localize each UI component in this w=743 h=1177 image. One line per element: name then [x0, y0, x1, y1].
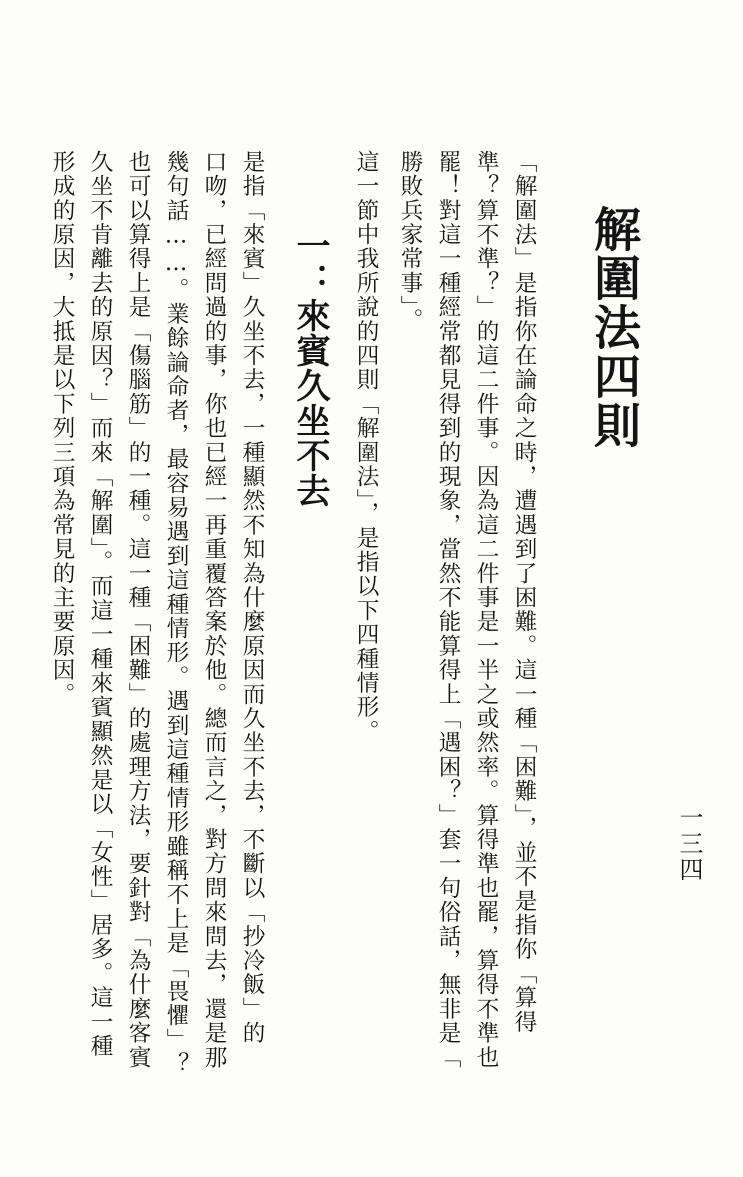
intro-line-2: 準？算不準？」的這二件事。因為這二件事是一半之或然率。算得準也罷，算得不準也 — [473, 150, 499, 1070]
section-line-4: 也可以算得上是「傷腦筋」的一種。這一種「困難」的處理方法，要針對「為什麼客賓 — [125, 150, 151, 1070]
intro-line-3: 罷！對這一種經常都見得到的現象，當然不能算得上「遇困？」套一句俗話，無非是「 — [435, 150, 461, 1070]
section-line-1: 是指「來賓」久坐不去，一種顯然不知為什麼原因而久坐不去，不斷以「抄冷飯」的 — [239, 150, 265, 1046]
section-line-2: 口吻，已經問過的事，你也已經一再重覆答案於他。總而言之，對方問來問去，還是那 — [201, 150, 227, 1070]
section-line-3: 幾句話……。業餘論命者，最容易遇到這種情形。遇到這種情形雖稱不上是「畏懼」？ — [163, 150, 189, 1077]
section-heading: 一：來賓久坐不去 — [290, 228, 330, 508]
summary-line: 這一節中我所說的四則「解圍法」，是指以下四種情形。 — [353, 150, 379, 744]
page-title: 解圍法四則 — [586, 205, 641, 450]
section-line-5: 久坐不肯離去的原因？」而來「解圍」。而這一種來賓顯然是以「女性」居多。這一種 — [87, 150, 113, 1059]
page-number: 一三四 — [675, 805, 703, 883]
intro-line-1: 「解圍法」是指你在論命之時，遭遇到了困難。這一種「困難」，並不是指你「算得 — [511, 150, 537, 1035]
section-line-6: 形成的原因，大抵是以下列三項為常見的主要原因。 — [49, 150, 75, 707]
intro-line-4: 勝敗兵家常事」。 — [397, 150, 423, 333]
